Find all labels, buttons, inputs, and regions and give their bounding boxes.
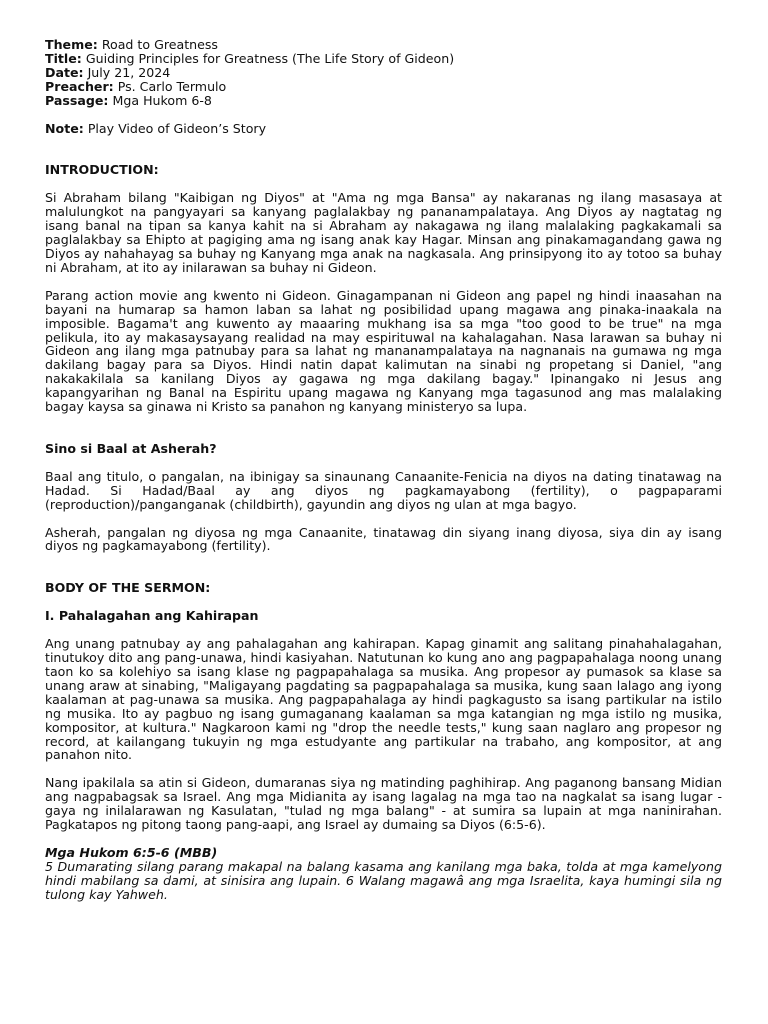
preacher-line bbox=[45, 80, 722, 94]
body-paragraph-2: Nang ipakilala sa atin si Gideon, dumaranas siya ng matinding paghihirap. Ang paganong bansang Midian ang nagpabagsak sa Israel. Ang mga Midianita ay isang lagalag na mga tao na nagkalat sa isang lugar - gaya ng inilalarawan ng Kasulatan, "tulad ng mga balang" - at sumira sa lupain at mga naninirahan. Pagkatapos ng pitong taong pang-aapi, ang Israel ay dumaing sa Diyos (6:5-6). bbox=[45, 775, 722, 833]
body-heading: BODY OF THE SERMON: bbox=[45, 580, 211, 596]
introduction-paragraph-1: Si Abraham bilang "Kaibigan ng Diyos" at "Ama ng mga Bansa" ay nakaranas ng ilang masasaya at malulungkot na pangyayari sa kanyang paglalakbay ng pananampalataya. Ang Diyos ay nagtatag ng isang banal na tipan sa kanya kahit na si Abraham ay nakagawa ng ilang malalaking pagkakamali sa paglalakbay sa Ehipto at pagiging ama ng isang anak kay Hagar. Minsan ang pinakamagandang gawa ng Diyos ay nahahayag sa buhay ng Kanyang mga anak na nagkasala. Ang prinsipyong ito ay totoo sa buhay ni Abraham, at ito ay inilarawan sa buhay ni Gideon. bbox=[45, 190, 722, 275]
theme-line bbox=[45, 38, 722, 52]
introduction-paragraph-2: Parang action movie ang kwento ni Gideon. Ginagampanan ni Gideon ang papel ng hindi inaasahan na bayani na humarap sa hamon laban sa lahat ng posibilidad upang magawa ang pinaka-inaakala na imposible. Bagama't ang kuwento ay maaaring mukhang isa sa mga "too good to be true" na mga pelikula, ito ay makasaysayang realidad na may espirituwal na kahalagahan. Nasa larawan sa buhay ni Gideon ang ilang mga patnubay para sa lahat ng mananampalataya na nagnanais na gumawa ng mga dakilang bagay para sa Diyos. Hindi natin dapat kalimutan na sinabi ng propetang si Daniel, "ang nakakakilala sa kanilang Diyos ay gagawa ng mga dakilang bagay." Ipinangako ni Jesus ang kapangyarihan ng Banal na Espiritu upang magawa ng Kanyang mga tagasunod ang mas malalaking bagay kaysa sa ginawa ni Kristo sa panahon ng kanyang ministeryo sa lupa. bbox=[45, 287, 722, 415]
body-paragraph-1: Ang unang patnubay ay ang pahalagahan ang kahirapan. Kapag ginamit ang salitang pinahahalagahan, tinutukoy dito ang pang-unawa, hindi kasiyahan. Natutunan ko kung ano ang pagpapahalaga noong unang taon ko sa kolehiyo sa isang klase ng pagpapahalaga sa musika. Ang propesor ay pumasok sa klase sa unang araw at sinabing, "Maligayang pagdating sa pagpapahalaga sa musika, kung saan lalago ang iyong kaalaman at pag-unawa sa musika. Ang pagpapahalaga ay hindi pagkagusto sa isang partikular na istilo ng musika. Ito ay pagbuo ng isang gumaganang kaalaman sa mga katangian ng mga istilo ng musika, kompositor, at kultura." Nagkaroon kami ng "drop the needle tests," kung saan naglaro ang propesor ng record, at kailangang tukuyin ng mga estudyante ang partikular na trabaho, ang kompositor, at ang panahon nito. bbox=[45, 636, 722, 763]
passage-label: Passage: bbox=[45, 92, 109, 108]
verse-text: 5 Dumarating silang parang makapal na balang kasama ang kanilang mga baka, tolda at mga kamelyong hindi mabilang sa dami, at sinisira ang lupain. 6 Walang magawâ ang mga Israelita, kaya humingi sila ng tulong kay Yahweh. bbox=[45, 858, 722, 902]
preacher-label: Preacher: bbox=[45, 78, 114, 94]
sermon-meta bbox=[45, 38, 722, 135]
section-1-heading: I. Pahalagahan ang Kahirapan bbox=[45, 608, 259, 624]
document-page bbox=[45, 38, 722, 902]
introduction-heading: INTRODUCTION: bbox=[45, 162, 159, 178]
date-line bbox=[45, 66, 722, 80]
theme-value: Road to Greatness bbox=[101, 37, 218, 52]
note-label: Note: bbox=[45, 120, 84, 136]
asherah-paragraph: Asherah, pangalan ng diyosa ng mga Canaanite, tinatawag din siyang inang diyosa, siya din ay isang diyos ng pagkamayabong (fertility). bbox=[45, 524, 722, 554]
date-value: July 21, 2024 bbox=[87, 64, 171, 80]
title-line bbox=[45, 52, 722, 66]
title-label: Title: bbox=[45, 50, 82, 66]
date-label: Date: bbox=[45, 64, 84, 80]
baal-asherah-heading: Sino si Baal at Asherah? bbox=[45, 440, 217, 456]
theme-label: Theme: bbox=[45, 37, 98, 52]
note-value: Play Video of Gideon’s Story bbox=[87, 120, 267, 136]
verse-reference: Mga Hukom 6:5-6 (MBB) bbox=[45, 844, 218, 860]
passage-line bbox=[45, 94, 722, 108]
title-value: Guiding Principles for Greatness (The Life Story of Gideon) bbox=[85, 50, 455, 66]
baal-paragraph: Baal ang titulo, o pangalan, na ibinigay sa sinaunang Canaanite-Fenicia na diyos na dating tinatawag na Hadad. Si Hadad/Baal ay ang diyos ng pagkamayabong (fertility), o pagpaparami (reproduction)/panganganak (childbirth), gayundin ang diyos ng ulan at mga bagyo. bbox=[45, 468, 722, 512]
preacher-value: Ps. Carlo Termulo bbox=[117, 78, 227, 94]
note-line bbox=[45, 122, 722, 136]
passage-value: Mga Hukom 6-8 bbox=[112, 92, 212, 108]
